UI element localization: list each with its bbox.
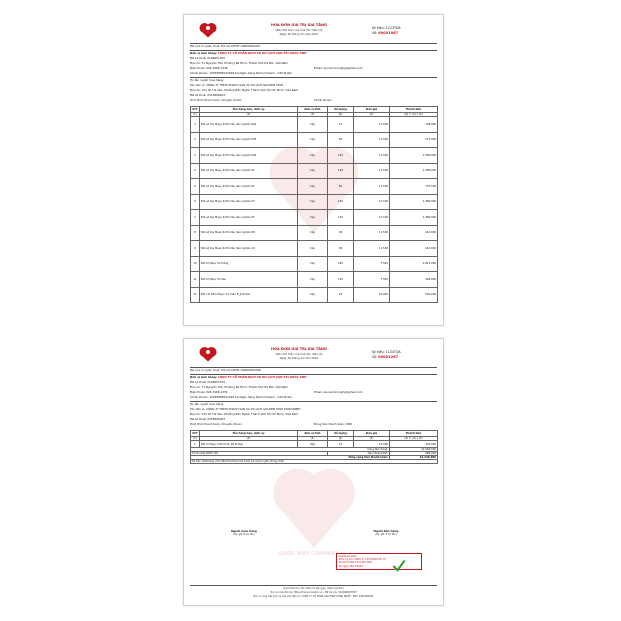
item-unit: Cây	[298, 241, 328, 257]
invoice-serial: Ký hiệu: 1C23TDA	[372, 26, 401, 30]
item-amount: 1.380.000	[390, 163, 438, 179]
grand-total-label: Tổng cộng tiền thanh toán:	[191, 456, 390, 460]
item-amount: 906.000	[390, 272, 438, 288]
buyer-company: Tên đơn vị: CÔNG TY TNHH KHÁCH SẠN VÀ DU LỊCH GOLDEN STAR STATIONERY	[190, 407, 301, 411]
item-qty: 50	[328, 132, 354, 148]
stamp-line: Được ký bởi: CÔNG TY CỔ PHẦN DỊCH VỤ	[339, 558, 387, 562]
company-logo	[197, 345, 219, 363]
row-index: 3	[191, 148, 200, 164]
item-name: Bút bi Mayv 2.0mm M_2R Bi Sao	[200, 441, 298, 448]
item-amount: 414.000	[390, 241, 438, 257]
item-name: Bút sổ tay Mayv 4/30 màu đen nghiên 01	[200, 163, 298, 179]
vat-label: Tiền thuế GTGT:	[328, 452, 390, 456]
item-price: 7.550	[354, 272, 390, 288]
table-row	[191, 194, 438, 210]
item-unit: Cây	[298, 225, 328, 241]
seller-name: CÔNG TY CỔ PHẦN DỊCH VỤ DU LỊCH VẬN TẢI QUỐC ANH	[217, 375, 307, 379]
buyer-heading: Họ tên người mua hàng:	[190, 402, 224, 406]
row-index: 4	[191, 163, 200, 179]
col-header: Đơn vị tính	[298, 107, 328, 113]
item-unit: Cây	[298, 272, 328, 288]
col-code: (6) = (4) x (5)	[390, 113, 438, 117]
invoice-title: HÓA ĐƠN GIÁ TRỊ GIA TĂNG	[270, 347, 328, 351]
col-code: (5)	[354, 437, 390, 441]
item-name: Bút sổ tay Mayv 4/30 màu đen nghiên 08	[200, 225, 298, 241]
item-price: 11.500	[354, 117, 390, 133]
col-header: STT	[192, 108, 198, 111]
table-row	[191, 256, 438, 272]
invoice-page-2	[183, 338, 444, 606]
items-table	[190, 430, 438, 464]
item-unit: Cây	[298, 163, 328, 179]
item-amount: 138.000	[390, 117, 438, 133]
item-qty: 120	[328, 163, 354, 179]
row-index: 1	[191, 117, 200, 133]
item-unit: Cây	[298, 148, 328, 164]
seller-tax: Mã số thuế: 0108951070	[190, 380, 226, 384]
item-name: Bút sổ tay Mayv 4/30 màu đen nghiên 003	[200, 132, 298, 148]
item-unit: Cây	[298, 287, 328, 303]
buyer-sign-title: Người mua hàng	[231, 529, 257, 533]
item-qty: 24	[328, 441, 354, 448]
item-price: 11.500	[354, 225, 390, 241]
buyer-address: Địa chỉ: 123 Võ Thị Sáu, Phường Bến Nghé, Thành phố Hồ Chí Minh, Việt Nam	[190, 88, 299, 92]
invoice-number-row	[372, 31, 398, 35]
item-qty: 24	[328, 287, 354, 303]
invoice-page-1	[183, 14, 444, 326]
seller-sign-note: (Ký, ghi rõ họ tên)	[375, 533, 397, 536]
grand-total-value: 13.230.000	[390, 456, 438, 460]
item-qty: 240	[328, 256, 354, 272]
row-index: 10	[191, 256, 200, 272]
buyer-tax: Mã số thuế: 0315896203	[190, 417, 226, 421]
col-code: (3)	[298, 113, 328, 117]
vat-rate: Thuế suất GTGT: 8%	[191, 452, 328, 456]
buyer-address: Địa chỉ: 123 Võ Thị Sáu, Phường Bến Nghé, Thành phố Hồ Chí Minh, Việt Nam	[190, 412, 299, 416]
row-index: 1	[191, 441, 200, 448]
col-code: (4)	[328, 113, 354, 117]
item-price: 11.500	[354, 194, 390, 210]
invoice-subtitle: (Bản thể hiện của hóa đơn điện tử)	[275, 352, 323, 356]
item-price: 11.500	[354, 163, 390, 179]
seller-email: Email: quocanhcongty@gmail.com	[314, 66, 363, 70]
col-header: Đơn giá	[354, 107, 390, 113]
col-header: Thành tiền	[390, 107, 438, 113]
table-row	[191, 225, 438, 241]
seller-account: Số tài khoản: 19035888143018 tại Ngân hàng Techcombank - CN Hà Nội	[190, 395, 292, 399]
item-unit: Cây	[298, 210, 328, 226]
col-header: STT	[192, 432, 198, 435]
footer-note: (Cần kiểm tra, đối chiếu khi lập, giao, nhận hóa đơn)	[283, 587, 344, 590]
buyer-company: Tên đơn vị: CÔNG TY TNHH KHÁCH SẠN VÀ DU LỊCH GOLDEN STAR	[190, 83, 283, 87]
item-qty: 120	[328, 210, 354, 226]
table-row	[191, 272, 438, 288]
row-index: 5	[191, 179, 200, 195]
row-index: 8	[191, 225, 200, 241]
item-qty: 65	[328, 179, 354, 195]
seller-name: CÔNG TY CỔ PHẦN DỊCH VỤ DU LỊCH VẬN TẢI QUỐC ANH	[217, 51, 307, 55]
item-price: 11.500	[354, 179, 390, 195]
buyer-tax: Mã số thuế: 0315896203	[190, 93, 226, 97]
invoice-number: 00001067	[378, 31, 399, 35]
item-name: Bút bi Mayv 52 trắng	[200, 256, 298, 272]
item-amount: 414.000	[390, 225, 438, 241]
table-row	[191, 287, 438, 303]
tax-authority-code: Mã của cơ quan thuế: M1-24-CPHTL-00000001268	[190, 368, 261, 372]
seller-label: Đơn vị bán hàng:	[190, 375, 217, 379]
seller-address: Địa chỉ: 71 Nguyễn Trãi, Phường Ba Đình, Thành Phố Hà Nội, Việt Nam	[190, 61, 289, 65]
col-code: (3)	[298, 437, 328, 441]
check-icon	[392, 559, 406, 573]
stamp-line: Ký ngày: 26/12/2024	[339, 564, 363, 568]
divider	[190, 77, 437, 78]
item-price: 11.500	[354, 210, 390, 226]
item-name: Bút bi Mayv 52 đen	[200, 272, 298, 288]
amount-words-row	[191, 460, 438, 464]
col-header: Số lượng	[328, 107, 354, 113]
divider	[190, 585, 437, 586]
seller-phone: Điện thoại: 024.3468.1336	[190, 66, 228, 70]
stamp-line: Signature Valid	[339, 555, 357, 558]
invoice-number-label: Số:	[372, 355, 378, 359]
table-row	[191, 210, 438, 226]
col-header: Tên hàng hóa, dịch vụ	[200, 107, 298, 113]
col-header: Đơn giá	[354, 431, 390, 437]
amount-in-words: Số tiền viết bằng chữ: Mười ba triệu hai trăm ba mươi nghìn đồng chẵn	[191, 460, 438, 464]
vat-value: 980.000	[390, 452, 438, 456]
col-code: (6) = (4) x (5)	[390, 437, 438, 441]
invoice-number: 00001267	[378, 355, 399, 359]
table-row	[191, 441, 438, 448]
item-qty: 36	[328, 225, 354, 241]
item-name: Bút sổ tay Mayv 4/30 màu đen nghiên 10	[200, 241, 298, 257]
stamp-line: DU LỊCH VẬN TẢI QUỐC ANH	[339, 561, 372, 565]
table-row	[191, 117, 438, 133]
item-qty: 36	[328, 241, 354, 257]
currency: Đồng tiền thanh toán: VND	[314, 422, 352, 426]
col-header: Tên hàng hóa, dịch vụ	[200, 431, 298, 437]
item-amount: 747.500	[390, 179, 438, 195]
item-amount: 1.380.000	[390, 148, 438, 164]
table-row	[191, 132, 438, 148]
row-index: 7	[191, 210, 200, 226]
col-header: Thành tiền	[390, 431, 438, 437]
invoice-subtitle: (Bản thể hiện của hóa đơn điện tử)	[275, 28, 323, 32]
account-label: Số tài khoản:	[314, 98, 333, 102]
item-unit: Cây	[298, 117, 328, 133]
col-code: (2)	[200, 437, 298, 441]
item-name: Bút sổ tay Mayv 4/30 màu đen nghiên 004	[200, 148, 298, 164]
seller-email: Email: quocanhcongty@gmail.com	[314, 390, 363, 394]
payment-method: Hình thức thanh toán: Chuyển khoản	[190, 98, 242, 102]
col-header: Đơn vị tính	[298, 431, 328, 437]
item-qty: 12	[328, 117, 354, 133]
table-row	[191, 148, 438, 164]
item-name: Bút sổ tay Mayv 4/30 màu đen nghiên 05	[200, 210, 298, 226]
item-amount: 1.380.000	[390, 194, 438, 210]
footer-lookup: Tra cứu hóa đơn tại: https://tracuu.hoadon.vn - Mã tra cứu: 5C6A9B2D7E1F	[270, 591, 357, 594]
col-code: (1)	[191, 113, 200, 117]
seller-label: Đơn vị bán hàng:	[190, 51, 217, 55]
digital-signature-stamp	[336, 553, 422, 570]
row-index: 12	[191, 287, 200, 303]
item-name: Bút sổ tay Mayv 4/30 màu đen nghiên 02	[200, 179, 298, 195]
invoice-number-row	[372, 355, 398, 359]
col-code: (5)	[354, 113, 390, 117]
buyer-signature	[214, 529, 274, 536]
seller-account: Số tài khoản: 19035888143018 tại Ngân hàng Techcombank - CN Hà Nội	[190, 71, 292, 75]
invoice-date: Ngày 26 tháng 12 năm 2024	[279, 356, 319, 360]
seller-tax: Mã số thuế: 0108951070	[190, 56, 226, 60]
row-index: 11	[191, 272, 200, 288]
col-code: (2)	[200, 113, 298, 117]
item-price: 7.550	[354, 256, 390, 272]
item-unit: Cây	[298, 179, 328, 195]
invoice-title: HÓA ĐƠN GIÁ TRỊ GIA TĂNG	[270, 23, 328, 27]
table-row	[191, 241, 438, 257]
item-amount: 336.000	[390, 441, 438, 448]
divider	[190, 401, 437, 402]
item-name: Bút sổ tay Mayv 4/30 màu đen nghiên 002	[200, 117, 298, 133]
col-header: Số lượng	[328, 431, 354, 437]
item-price: 11.500	[354, 241, 390, 257]
item-qty: 120	[328, 194, 354, 210]
row-index: 2	[191, 132, 200, 148]
tax-authority-code: Mã của cơ quan thuế: M1-23-CPHTL-00000001267	[190, 44, 261, 48]
invoice-serial: Ký hiệu: 1C24TQA	[372, 350, 401, 354]
table-row	[191, 163, 438, 179]
seller-address: Địa chỉ: 71 Nguyễn Trãi, Phường Ba Đình, Thành Phố Hà Nội, Việt Nam	[190, 385, 289, 389]
item-name: Bút sổ tay Mayv 4/30 màu đen nghiên 03	[200, 194, 298, 210]
buyer-sign-note: (Ký, ghi rõ họ tên)	[233, 533, 255, 536]
item-amount: 1.812.000	[390, 256, 438, 272]
subtotal-label: Cộng tiền hàng:	[191, 448, 390, 452]
item-price: 11.500	[354, 148, 390, 164]
item-unit: Cây	[298, 256, 328, 272]
items-table	[190, 106, 438, 303]
payment-method: Hình thức thanh toán: Chuyển khoản	[190, 422, 242, 426]
footer-provider: Đơn vị cung cấp dịch vụ hóa đơn điện tử: CÔNG TY CỔ PHẦN GIẢI PHÁP CÔNG NGHỆ - MST: 0101360697	[253, 595, 374, 598]
item-unit: Cây	[298, 194, 328, 210]
item-name: Bút chì bấm Mayv 2.0 màu E_210 Sao	[200, 287, 298, 303]
item-qty: 120	[328, 148, 354, 164]
item-unit: Hộp	[298, 441, 328, 448]
subtotal-value: 12.250.000	[390, 448, 438, 452]
seller-phone: Điện thoại: 024.3468.1336	[190, 390, 228, 394]
buyer-heading: Họ tên người mua hàng:	[190, 78, 224, 82]
item-price: 14.000	[354, 441, 390, 448]
seller-sign-title: Người bán hàng	[373, 529, 399, 533]
row-index: 6	[191, 194, 200, 210]
item-amount: 1.380.000	[390, 210, 438, 226]
invoice-date: Ngày 26 tháng 12 năm 2023	[279, 32, 319, 36]
item-qty: 120	[328, 272, 354, 288]
watermark-text: QUỐC ANH COMPANY	[279, 551, 339, 557]
item-price: 11.500	[354, 132, 390, 148]
watermark-logo	[259, 449, 369, 559]
item-amount: 502.200	[390, 287, 438, 303]
seller-signature	[356, 529, 416, 536]
item-amount: 575.000	[390, 132, 438, 148]
row-index: 9	[191, 241, 200, 257]
table-row	[191, 179, 438, 195]
invoice-number-label: Số:	[372, 31, 378, 35]
company-logo	[197, 21, 219, 39]
item-unit: Cây	[298, 132, 328, 148]
item-price: 20.925	[354, 287, 390, 303]
col-code: (4)	[328, 437, 354, 441]
col-code: (1)	[191, 437, 200, 441]
